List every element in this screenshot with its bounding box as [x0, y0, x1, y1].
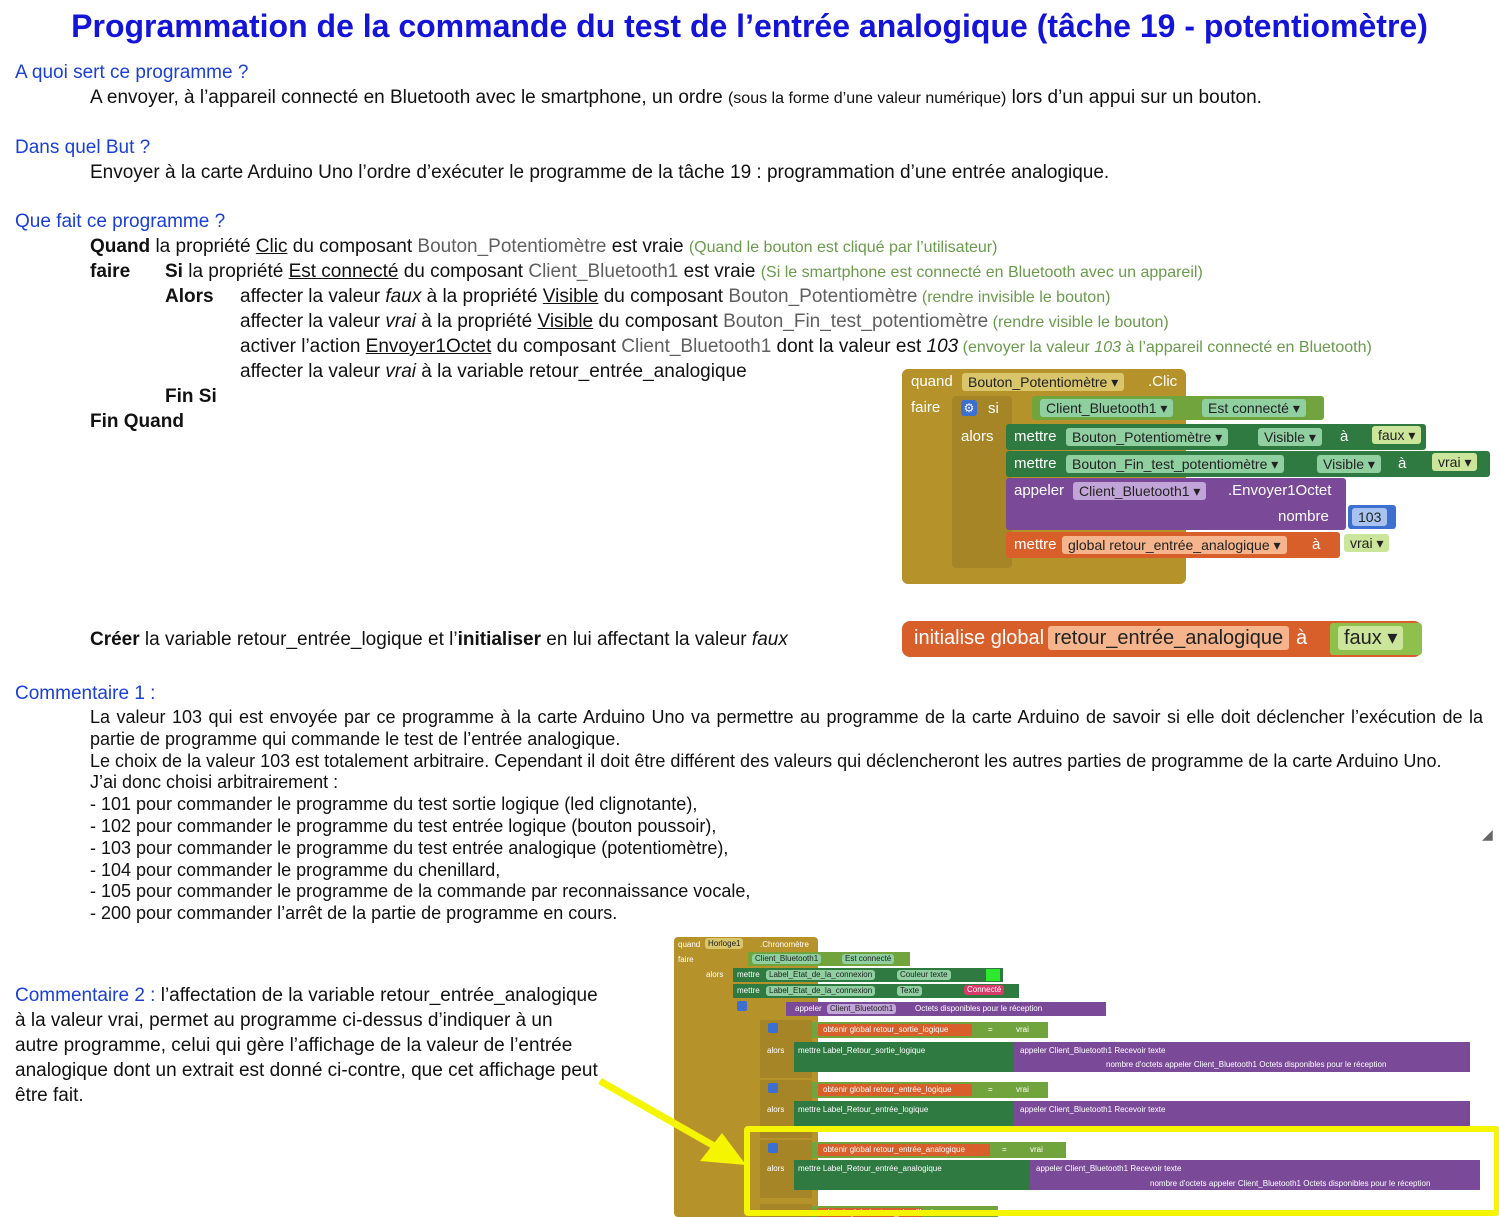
- block1-r1-faux: faux ▾: [1372, 426, 1421, 444]
- block1-faire: faire: [911, 399, 941, 416]
- b2-faire: faire: [678, 955, 694, 964]
- block1-r2-mettre: mettre: [1014, 455, 1057, 472]
- block1-client2: Client_Bluetooth1 ▾: [1073, 482, 1206, 500]
- highlight-box: [744, 1126, 1499, 1216]
- algo-faire: faire: [90, 261, 131, 282]
- block1-r1-mettre: mettre: [1014, 428, 1057, 445]
- b2-g3-vrai: vrai: [1030, 1145, 1043, 1154]
- creer-line: Créer la variable retour_entrée_logique et l’initialiser en lui affectant la valeur faux: [90, 629, 788, 650]
- b2-gear-icon-2[interactable]: [768, 1023, 778, 1033]
- algo-line-5: activer l’action Envoyer1Octet du composant Client_Bluetooth1 dont la valeur est 103 (envoyer la valeur 103 à l’appareil connecté en Bluetooth): [240, 336, 1372, 357]
- b2-g3-text: obtenir global retour_entrée_analogique: [823, 1145, 965, 1154]
- b2-g3-alors: alors: [767, 1164, 785, 1173]
- q1-answer: A envoyer, à l’appareil connecté en Bluetooth avec le smartphone, un ordre (sous la forme d’une valeur numérique) lors d’un appui sur un bouton.: [90, 87, 1262, 108]
- init-faux: faux ▾: [1338, 626, 1403, 650]
- resize-handle-icon[interactable]: ◢: [1482, 826, 1493, 842]
- b2-r1-mettre: mettre: [737, 970, 760, 979]
- b2-g2-alors: alors: [767, 1105, 785, 1114]
- block1-r1-comp: Bouton_Potentiomètre ▾: [1066, 428, 1228, 446]
- block1-clic: .Clic: [1148, 373, 1178, 390]
- block1-r4-mettre: mettre: [1014, 536, 1057, 553]
- heading-but: Dans quel But ?: [15, 137, 151, 158]
- b2-g1-appeler: appeler Client_Bluetooth1 Recevoir texte: [1020, 1046, 1166, 1055]
- b2-g4-text: obtenir global retour_chenillard: [823, 1208, 933, 1217]
- b2-color-swatch: [986, 969, 1000, 981]
- block1-r1-a: à: [1340, 428, 1349, 445]
- page-title: Programmation de la commande du test de l’entrée analogique (tâche 19 - potentiomètre): [71, 8, 1428, 44]
- init-name: retour_entrée_analogique: [1048, 626, 1289, 650]
- block1-r4-vrai: vrai ▾: [1344, 534, 1389, 552]
- b2-g2-vrai: vrai: [1016, 1085, 1029, 1094]
- b2-g1-alors: alors: [767, 1046, 785, 1055]
- b2-client-1: Client_Bluetooth1: [827, 1004, 896, 1014]
- init-a: à: [1296, 627, 1308, 649]
- b2-appeler-1: appeler: [795, 1004, 822, 1013]
- block1-appeler: appeler: [1014, 482, 1065, 499]
- b2-r1-couleur: Couleur texte: [897, 970, 951, 980]
- algo-line-si: Si la propriété Est connecté du composant Client_Bluetooth1 est vraie (Si le smartphone est connecté en Bluetooth avec un appareil): [165, 261, 1203, 282]
- algo-line-quand: Quand la propriété Clic du composant Bouton_Potentiomètre est vraie (Quand le bouton est cliqué par l’utilisateur): [90, 236, 998, 257]
- block1-r2-a: à: [1398, 455, 1407, 472]
- algo-line-4: affecter la valeur vrai à la propriété Visible du composant Bouton_Fin_test_potentiomètre (rendre visible le bouton): [240, 311, 1169, 332]
- b2-g1-text: obtenir global retour_sortie_logique: [823, 1025, 949, 1034]
- b2-est-connecte: Est connecté: [842, 954, 894, 964]
- b2-alors: alors: [706, 970, 724, 979]
- q2-answer: Envoyer à la carte Arduino Uno l’ordre d’exécuter le programme de la tâche 19 : programmation d’une entrée analogique.: [90, 162, 1110, 183]
- b2-g3-eq: =: [1002, 1145, 1007, 1154]
- block1-global: global retour_entrée_analogique ▾: [1062, 536, 1287, 554]
- arrow-icon: [596, 1075, 756, 1175]
- b2-g3-appeler: appeler Client_Bluetooth1 Recevoir texte: [1036, 1164, 1182, 1173]
- algo-line-6: affecter la valeur vrai à la variable retour_entrée_analogique: [240, 361, 747, 382]
- block1-r4-a: à: [1312, 536, 1321, 553]
- b2-gear-icon-1[interactable]: [737, 1001, 747, 1011]
- block1-r2-comp: Bouton_Fin_test_potentiomètre ▾: [1066, 455, 1284, 473]
- b2-horloge: Horloge1: [705, 938, 743, 949]
- comment1-body: La valeur 103 qui est envoyée par ce programme à la carte Arduino Uno va permettre au programme de la carte Arduino de savoir si elle doit déclencher l’exécution de la partie de programme qui commande le test de l’entrée analogique. Le choix de la valeur 103 est totalement arbitraire. Cependant il doit être différent des valeurs qui déclencheront les autres parties de programme de la carte Arduino Uno. J’ai donc choisi arbitrairement : - 101 pour commander le programme du test sortie logique (led clignotante), - 102 pour commander le programme du test entrée logique (bouton poussoir), - 103 pour commander le programme du test entrée analogique (potentiomètre), - 104 pour commander le programme du chenillard, - 105 pour commander le programme de la commande par reconnaissance vocale, - 200 pour commander l’arrêt de la partie de programme en cours.: [90, 707, 1483, 924]
- block1-envoyer: .Envoyer1Octet: [1228, 482, 1332, 499]
- block1-103: 103: [1352, 508, 1387, 526]
- b2-r2-label: Label_Etat_de_la_connexion: [766, 986, 875, 996]
- b2-g2-appeler: appeler Client_Bluetooth1 Recevoir texte: [1020, 1105, 1166, 1114]
- algo-line-3: affecter la valeur faux à la propriété Visible du composant Bouton_Potentiomètre (rendre invisible le bouton): [240, 286, 1111, 307]
- b2-gear-icon-3[interactable]: [768, 1083, 778, 1093]
- b2-chrono: .Chronomètre: [760, 940, 809, 949]
- b2-octets-1: Octets disponibles pour le réception: [915, 1004, 1043, 1013]
- heading-que-fait: Que fait ce programme ?: [15, 211, 226, 232]
- algo-fin-si: Fin Si: [165, 386, 217, 407]
- b2-client: Client_Bluetooth1: [752, 954, 821, 964]
- block1-r2-vrai: vrai ▾: [1432, 453, 1477, 471]
- b2-g3-mettre: mettre Label_Retour_entrée_analogique: [798, 1164, 942, 1173]
- b2-g2-mettre: mettre Label_Retour_entrée_logique: [798, 1105, 929, 1114]
- block1-quand: quand: [911, 373, 953, 390]
- b2-r1-label: Label_Etat_de_la_connexion: [766, 970, 875, 980]
- init-label: initialise global: [914, 627, 1045, 649]
- b2-g1-vrai: vrai: [1016, 1025, 1029, 1034]
- algo-alors: Alors: [165, 286, 214, 307]
- b2-g1-mettre: mettre Label_Retour_sortie_logique: [798, 1046, 926, 1055]
- algo-fin-quand: Fin Quand: [90, 411, 184, 432]
- block1-si: si: [988, 400, 999, 417]
- b2-g1-nombre: nombre d'octets appeler Client_Bluetooth1 Octets disponibles pour le réception: [1106, 1060, 1387, 1069]
- block1-r1-visible: Visible ▾: [1258, 428, 1322, 446]
- b2-g1-eq: =: [988, 1025, 993, 1034]
- block1-nombre: nombre: [1278, 508, 1329, 525]
- block1-client: Client_Bluetooth1 ▾: [1040, 399, 1173, 417]
- block1-est-connecte: Est connecté ▾: [1202, 399, 1306, 417]
- b2-r2-connecte: Connecté: [964, 985, 1004, 995]
- block1-alors: alors: [961, 428, 994, 445]
- b2-g2-text: obtenir global retour_entrée_logique: [823, 1085, 952, 1094]
- heading-a-quoi-sert: A quoi sert ce programme ?: [15, 62, 249, 83]
- b2-r2-mettre: mettre: [737, 986, 760, 995]
- b2-quand: quand: [678, 940, 701, 949]
- block1-r2-visible: Visible ▾: [1317, 455, 1381, 473]
- block1-gear-icon[interactable]: ⚙: [961, 400, 977, 416]
- b2-r2-texte: Texte: [897, 986, 922, 996]
- b2-g2-eq: =: [988, 1085, 993, 1094]
- block1-bouton: Bouton_Potentiomètre ▾: [962, 373, 1124, 391]
- comment2: Commentaire 2 : l’affectation de la variable retour_entrée_analogique à la valeur vrai, permet au programme ci-dessus d’indiquer à un autre programme, celui qui gère l’affichage de la valeur de l’entrée analogique dont un extrait est donné ci-contre, que cet affichage peut être fait.: [15, 985, 598, 1106]
- b2-g3-nombre: nombre d'octets appeler Client_Bluetooth1 Octets disponibles pour le réception: [1150, 1179, 1431, 1188]
- heading-commentaire-1: Commentaire 1 :: [15, 683, 156, 704]
